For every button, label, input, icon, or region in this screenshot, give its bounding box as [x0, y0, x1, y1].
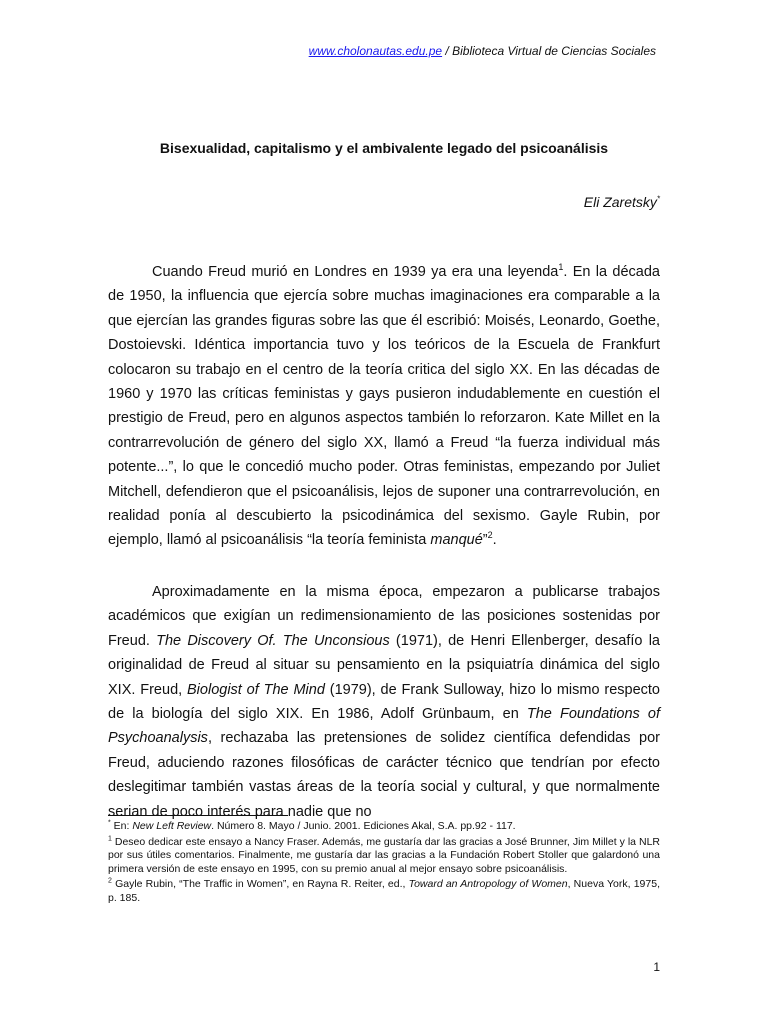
p1-text-b: . En la década de 1950, la influencia que ejercía sobre muchas imaginaciones era comparable a la que ejercían las grandes figuras sobre las que él escribió: Moisés, Leonardo, Goethe, Dostoievski. Idéntica importancia tuvo y los teóricos de la Escuela de Frankfurt colocaron su trabajo en el centro de la teoría critica del siglo XX. En las décadas de 1960 y 1970 las críticas feministas y gays pusieron indudablemente en cuestión el prestigio de Freud, pero en algunos aspectos también lo reforzaron. Kate Millet en la contrarrevolución de género del siglo XX, llamó a Freud “la fuerza individual más potente...”, lo que le concedió mucho poder. Otras feministas, empezando por Juliet Mitchell, defendieron que el psicoanálisis, lejos de suponer una contrarrevolución, en realidad ponía al descubierto la psicodinámica del sexismo. Gayle Rubin, por ejemplo, llamó al psicoanálisis “la teoría feminista: [108, 264, 660, 549]
footnote-star-mark: *: [108, 819, 111, 827]
author-footnote-mark: *: [656, 194, 660, 204]
p2-text-e: (1979), de Frank Sulloway, hizo lo mismo respecto de la biología del siglo XIX. En 1986, Adolf Grünbaum, en: [108, 681, 660, 723]
footnote-2-mark: 2: [108, 877, 112, 885]
body-paragraph-1: [108, 260, 660, 553]
site-link[interactable]: www.cholonautas.edu.pe: [308, 44, 443, 58]
library-name: Biblioteca Virtual de Ciencias Sociales: [452, 44, 656, 58]
body-paragraph-2: [108, 580, 660, 824]
footnote-1-text: Deseo dedicar este ensayo a Nancy Fraser. Además, me gustaría dar las gracias a José Brunner, Jim Millet y la NLR por sus útiles comentarios. Finalmente, me gustaría dar las gracias a la Fundación Robert Stoller que galardonó una primera versión de este ensayo en 1995, con su premio anual al mejor ensayo sobre psicoanálisis.: [108, 835, 660, 875]
p2-text-a: Aproximadamente en la misma época, empezaron a publicarse trabajos académicos que exigían un redimensionamiento de las posiciones sostenidas por Freud.: [108, 584, 660, 649]
footnote-star: [108, 820, 660, 834]
header-separator: /: [442, 44, 453, 58]
p1-closing-quote: ”: [482, 532, 488, 549]
footnote-star-text-a: En:: [110, 820, 133, 832]
footnote-ref-2: 2: [487, 530, 493, 541]
p1-italic-manque: manqué: [430, 532, 483, 549]
footnote-2-book-title: Toward an Antropology of Women: [408, 878, 568, 891]
footnote-2: [108, 878, 660, 905]
footnote-2-text-c: , Nueva York, 1975, p. 185.: [108, 878, 660, 904]
document-title: Bisexualidad, capitalismo y el ambivalente legado del psicoanálisis: [159, 140, 609, 156]
author-name: Eli Zaretsky: [583, 194, 657, 210]
p1-text-a: Cuando Freud murió en Londres en 1939 ya era una leyenda: [152, 264, 559, 280]
footnote-1: [108, 836, 660, 877]
page-number: 1: [653, 960, 660, 974]
p2-italic-title-3: The Foundations of Psychoanalysis: [108, 706, 660, 747]
footnote-star-journal: New Left Review: [132, 820, 212, 832]
p2-italic-title-2: Biologist of The Mind: [187, 681, 325, 698]
footnote-ref-1: 1: [558, 262, 564, 273]
p2-text-c: (1971), de Henri Ellenberger, desafío la originalidad de Freud al situar su pensamiento en la psiquiatría dinámica del siglo XIX. Freud,: [108, 632, 660, 698]
author-line: [584, 194, 660, 210]
p1-period: .: [492, 532, 497, 549]
footnote-1-mark: 1: [108, 835, 112, 843]
footnote-2-text-a: Gayle Rubin, “The Traffic in Women”, en Rayna R. Reiter, ed.,: [111, 878, 409, 891]
p2-text-g: , rechazaba las pretensiones de solidez científica defendidas por Freud, aduciendo razones filosóficas de carácter técnico que tendrían por efecto deslegitimar también vastas áreas de la teoría social y cultural, y que normalmente serian de poco interés para nadie que no: [108, 730, 660, 820]
footnote-divider: [108, 815, 288, 816]
footnotes: [108, 820, 660, 908]
footnote-star-text-c: . Número 8. Mayo / Junio. 2001. Ediciones Akal, S.A. pp.92 - 117.: [211, 820, 516, 832]
p2-italic-title-1: The Discovery Of. The Unconsious: [156, 632, 390, 649]
page-header: [0, 44, 656, 58]
